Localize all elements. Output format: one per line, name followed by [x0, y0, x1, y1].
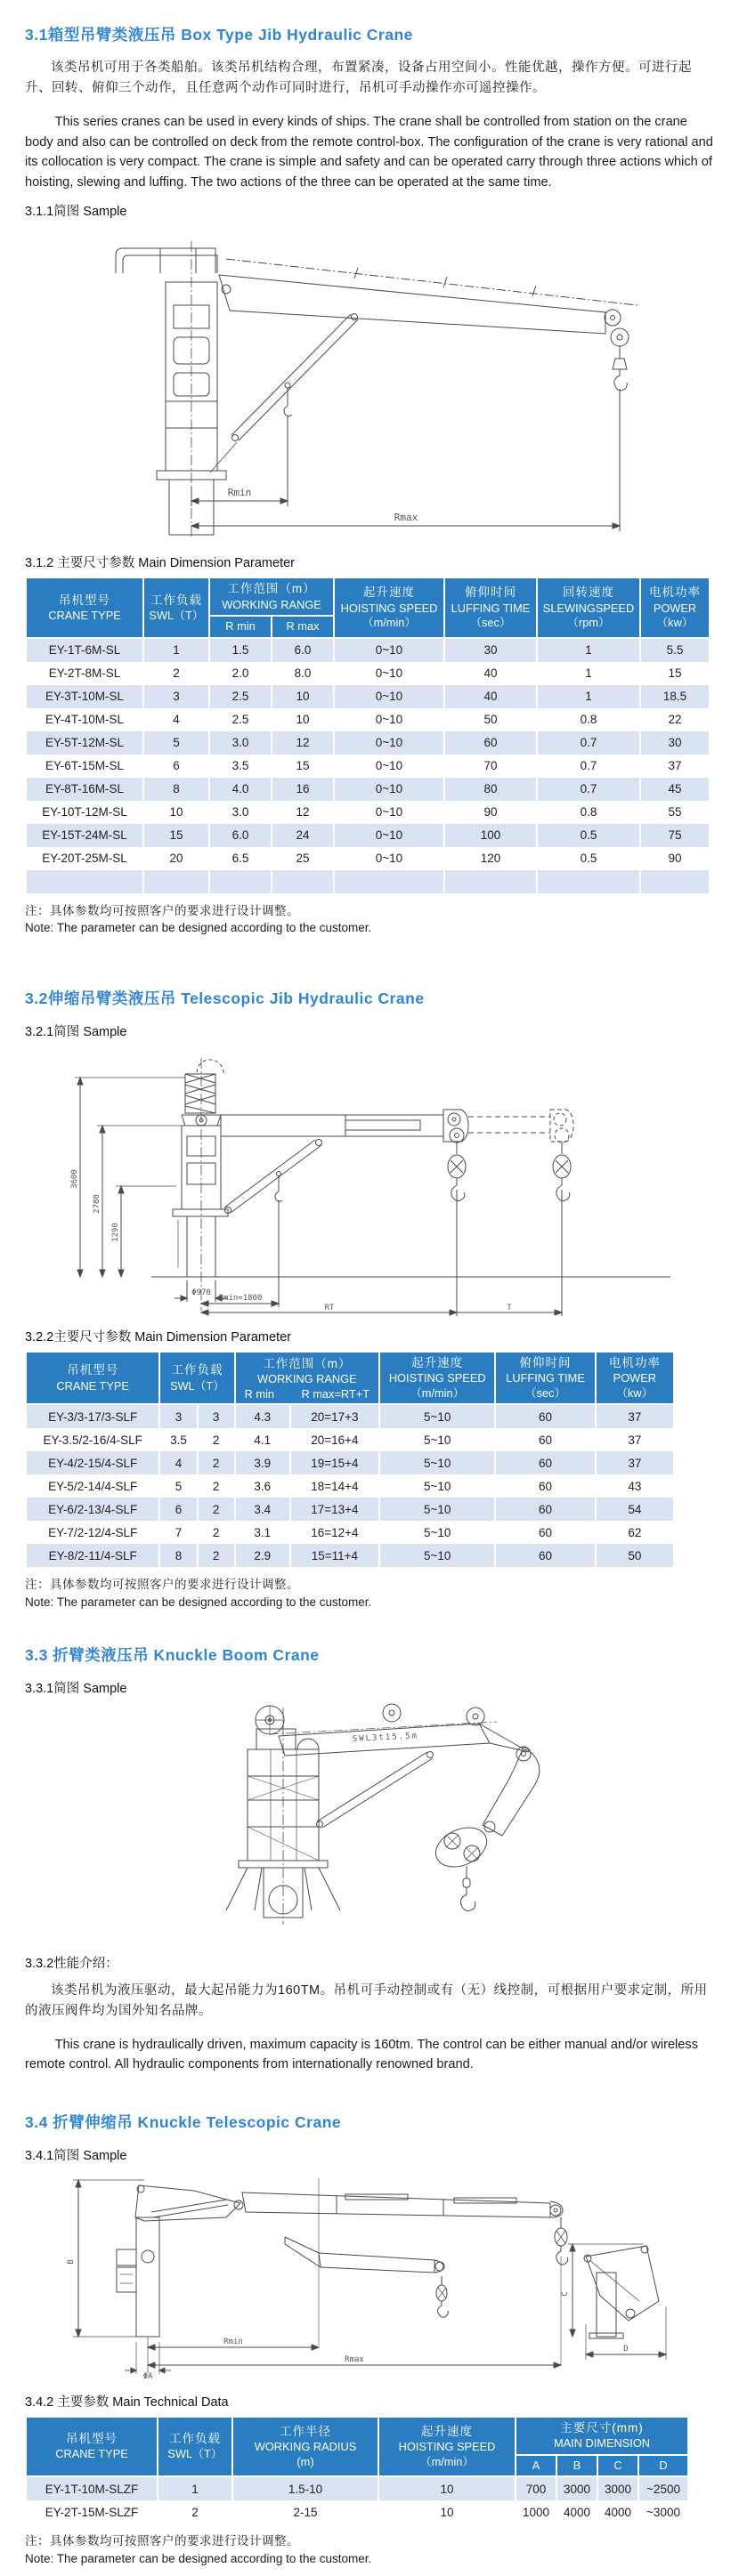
table-cell: 2 — [198, 1521, 235, 1544]
table-cell: EY-7/2-12/4-SLF — [26, 1521, 159, 1544]
inner-arm — [135, 2185, 240, 2221]
table-cell: 30 — [640, 731, 710, 755]
col-header-slewing-speed: 回转速度 SLEWINGSPEED （rpm） — [537, 577, 640, 637]
table-cell: 6.5 — [209, 847, 272, 870]
col-header-swl: 工作负载 SWL（T） — [143, 577, 209, 637]
table-row — [26, 1544, 674, 1567]
dimension-label: T — [507, 1304, 512, 1312]
rmax-dimension — [191, 523, 620, 529]
col-header-working-range: 工作范围（m） WORKING RANGE — [209, 577, 334, 616]
section-3-3-paragraph-en: This crane is hydraulically driven, maximum capacity is 160tm. The control can be either manual and/or wireless remote control. All hydraulic components from internationally renowned brand. — [25, 2037, 699, 2072]
section-3-2-1-sample-label: 3.2.1简图 Sample — [25, 1025, 127, 1039]
table-cell: 60 — [495, 1404, 595, 1428]
table-cell: EY-2T-15M-SLZF — [26, 2500, 158, 2524]
table-cell: 1 — [158, 2476, 232, 2500]
section-3-1-paragraph-cn: 该类吊机可用于各类船舶。该类吊机结构合理，布置紧凑，设备占用空间小。性能优越，操作方便。可进行起升、回转、俯仰三个动作，且任意两个动作可同时进行，吊机可手动操作亦可遥控操作。 — [25, 61, 692, 96]
table-row — [26, 731, 710, 755]
table-cell: 4.3 — [235, 1404, 290, 1428]
col-header-hoisting-speed: 起升速度 HOISTING SPEED （m/min） — [378, 2417, 516, 2476]
dimension-label: RT — [324, 1304, 335, 1312]
table-cell: 2 — [198, 1474, 235, 1498]
dimension-label: 1290 — [111, 1223, 120, 1242]
table-cell: 1 — [143, 638, 209, 662]
table-cell: 80 — [444, 778, 537, 801]
section-3-4-1-sample-label: 3.4.1简图 Sample — [25, 2148, 127, 2163]
main-dimension-parameter-table-3-2 — [25, 1351, 675, 1567]
table-body — [26, 638, 710, 893]
table-cell: 1000 — [516, 2500, 556, 2524]
table-cell: 5~10 — [379, 1498, 495, 1521]
dimension-label: Rmin≈1800 — [218, 1294, 263, 1303]
table-cell: 2.0 — [209, 662, 272, 685]
table-cell: 1 — [537, 638, 640, 662]
table-cell: 60 — [495, 1428, 595, 1451]
col-header-power: 电机功率 POWER （kw） — [640, 577, 710, 637]
table-cell: 0~10 — [334, 708, 444, 731]
col-header-working-radius: 工作半径 WORKING RADIUS (m) — [232, 2417, 378, 2476]
table-cell: 55 — [640, 801, 710, 824]
table-cell: 3000 — [597, 2476, 638, 2500]
table-cell: 120 — [444, 847, 537, 870]
table-row — [26, 685, 710, 708]
hook-icon — [613, 359, 627, 369]
table-cell: 0~10 — [334, 638, 444, 662]
note-cn: 注：具体参数均可按照客户的要求进行设计调整。 — [25, 1578, 299, 1592]
table-row — [26, 1498, 674, 1521]
note-cn: 注：具体参数均可按照客户的要求进行设计调整。 — [25, 903, 299, 917]
table-cell: 2 — [143, 662, 209, 685]
table-cell: 18=14+4 — [290, 1474, 379, 1498]
table-cell: 2 — [198, 1428, 235, 1451]
table-cell: 40 — [444, 685, 537, 708]
table-cell: 60 — [495, 1544, 595, 1567]
table-body — [26, 2476, 688, 2524]
dimension-label: 3600 — [70, 1169, 79, 1189]
table-cell: 3.0 — [209, 731, 272, 755]
dimension-label: B — [67, 2259, 76, 2265]
box-jib-crane-diagram — [61, 223, 684, 544]
table-cell: EY-20T-25M-SL — [26, 847, 143, 870]
table-row — [26, 2500, 688, 2524]
hook-icon — [556, 2246, 568, 2265]
section-3-3-paragraph-cn: 该类吊机为液压驱动，最大起吊能力为160TM。吊机可手动控制或有（无）线控制，可根据用户要求定制，所用的液压阀件均为国外知名品牌。 — [25, 1982, 708, 2019]
table-cell: 5 — [143, 731, 209, 755]
table-cell: 37 — [596, 1451, 674, 1474]
col-header-hoisting-speed: 起升速度 HOISTING SPEED （m/min） — [379, 1352, 495, 1404]
table-cell: 4.1 — [235, 1428, 290, 1451]
table-cell: 10 — [272, 685, 334, 708]
table-cell: 2-15 — [232, 2500, 378, 2524]
table-cell: EY-5T-12M-SL — [26, 731, 143, 755]
table-cell: 2 — [158, 2500, 232, 2524]
base-flange — [173, 1209, 228, 1216]
table-row — [26, 638, 710, 662]
table-cell: 15 — [272, 755, 334, 778]
table-cell: 30 — [444, 638, 537, 662]
table-cell: 3.6 — [235, 1474, 290, 1498]
table-cell: 3000 — [556, 2476, 597, 2500]
table-cell: 5~10 — [379, 1451, 495, 1474]
table-cell: 2 — [198, 1498, 235, 1521]
table-cell: EY-5/2-14/4-SLF — [26, 1474, 159, 1498]
folded-config — [584, 2246, 659, 2338]
sheave-block — [429, 1820, 492, 1874]
knuckle-boom-crane-diagram — [78, 1700, 702, 1939]
col-header-dim-c: C — [597, 2455, 638, 2477]
table-cell: 2 — [198, 1544, 235, 1567]
table-cell: 40 — [444, 662, 537, 685]
hook-icon — [460, 1887, 475, 1911]
table-cell: 3.5 — [209, 755, 272, 778]
table-cell: 16 — [272, 778, 334, 801]
note-en: Note: The parameter can be designed according to the customer. — [25, 1595, 372, 1610]
table-cell: 90 — [444, 801, 537, 824]
table-cell: 100 — [444, 824, 537, 847]
table-cell: 60 — [495, 1451, 595, 1474]
table-body — [26, 1404, 674, 1567]
col-header-working-range: 工作范围（m） WORKING RANGE R min R max=RT+T — [235, 1352, 379, 1404]
table-cell: 12 — [272, 801, 334, 824]
table-cell: EY-3/3-17/3-SLF — [26, 1404, 159, 1428]
table-cell: 25 — [272, 847, 334, 870]
table-cell: 3 — [198, 1404, 235, 1428]
table-cell: 4000 — [597, 2500, 638, 2524]
table-cell: 62 — [596, 1521, 674, 1544]
table-cell: 37 — [596, 1428, 674, 1451]
telescopic-boom — [242, 2192, 550, 2217]
table-row — [26, 1404, 674, 1428]
table-cell: 37 — [596, 1404, 674, 1428]
table-cell: 54 — [596, 1498, 674, 1521]
table-cell: EY-15T-24M-SL — [26, 824, 143, 847]
section-3-1-title: 3.1箱型吊臂类液压吊 Box Type Jib Hydraulic Crane — [25, 26, 413, 44]
table-cell: 50 — [444, 708, 537, 731]
dimension-label: C — [561, 2291, 570, 2297]
dimension-label: Rmax — [345, 2354, 364, 2364]
col-header-swl: 工作负载 SWL（T） — [158, 2417, 232, 2476]
table-row — [26, 708, 710, 731]
col-header-dim-a: A — [516, 2455, 556, 2477]
table-cell: 60 — [495, 1474, 595, 1498]
table-cell: 3.0 — [209, 801, 272, 824]
table-row — [26, 824, 710, 847]
table-cell: 37 — [640, 755, 710, 778]
table-cell: 3.9 — [235, 1451, 290, 1474]
table-row — [26, 870, 710, 893]
table-cell: 0~10 — [334, 755, 444, 778]
table-cell: 16=12+4 — [290, 1521, 379, 1544]
telescopic-jib-crane-diagram — [52, 1044, 675, 1318]
table-cell: EY-3T-10M-SL — [26, 685, 143, 708]
hook-icon — [451, 1178, 465, 1201]
col-header-hoisting-speed: 起升速度 HOISTING SPEED （m/min） — [334, 577, 444, 637]
dimension-label: 2780 — [93, 1194, 102, 1214]
table-cell — [209, 870, 272, 893]
boom-swl-mark: SWL3t15.5m — [352, 1731, 419, 1744]
mid-boom — [319, 2253, 434, 2273]
dimension-label: Rmax — [394, 512, 418, 524]
col-header-luffing-time: 俯仰时间 LUFFING TIME （sec） — [495, 1352, 595, 1404]
table-cell: 3.4 — [235, 1498, 290, 1521]
table-cell: 24 — [272, 824, 334, 847]
table-row — [26, 1428, 674, 1451]
table-cell: 18.5 — [640, 685, 710, 708]
table-cell: 0.5 — [537, 847, 640, 870]
table-cell: 700 — [516, 2476, 556, 2500]
table-row — [26, 778, 710, 801]
table-cell: 90 — [640, 847, 710, 870]
table-cell: 0~10 — [334, 662, 444, 685]
table-cell: 10 — [272, 708, 334, 731]
section-3-4-title: 3.4 折臂伸缩吊 Knuckle Telescopic Crane — [25, 2112, 342, 2131]
table-cell: 15=11+4 — [290, 1544, 379, 1567]
table-cell — [272, 870, 334, 893]
col-header-luffing-time: 俯仰时间 LUFFING TIME （sec） — [444, 577, 537, 637]
table-cell: 6.0 — [209, 824, 272, 847]
table-cell: 8.0 — [272, 662, 334, 685]
table-cell: 20 — [143, 847, 209, 870]
table-cell: EY-3.5/2-16/4-SLF — [26, 1428, 159, 1451]
dimension-label: D — [623, 2344, 629, 2354]
table-cell: 5~10 — [379, 1474, 495, 1498]
table-cell: 70 — [444, 755, 537, 778]
dimension-label: Rmin — [227, 487, 252, 499]
section-3-1-2-table-label: 3.1.2 主要尺寸参数 Main Dimension Parameter — [25, 556, 295, 571]
table-cell: 6.0 — [272, 638, 334, 662]
section-3-1-paragraph-en: This series cranes can be used in every kinds of ships. The crane shall be controlled from station on the crane body and also can be controlled on deck from the remote control-box. The configuration of the crane is very rational and its collocation is very compact. The crane is simple and safety and can be operated carry through three actions which of hoisting, slewing and luffing. The two actions of the three can be operated at the same time. — [25, 114, 713, 190]
luffing-cylinder — [231, 314, 351, 435]
table-cell: 10 — [378, 2500, 516, 2524]
min-radius-hook-icon — [285, 383, 290, 388]
table-cell: 4 — [143, 708, 209, 731]
table-cell: EY-1T-10M-SLZF — [26, 2476, 158, 2500]
table-row — [26, 1474, 674, 1498]
table-cell: 15 — [143, 824, 209, 847]
col-header-rmax: R max — [272, 616, 334, 638]
sheave — [605, 310, 621, 326]
note-en: Note: The parameter can be designed according to the customer. — [25, 2551, 372, 2565]
table-cell: 15 — [640, 662, 710, 685]
min-radius-hook-icon — [277, 1172, 281, 1176]
crane-boom — [219, 275, 605, 334]
table-cell: 0.7 — [537, 778, 640, 801]
table-cell: 5~10 — [379, 1544, 495, 1567]
table-cell: EY-4/2-15/4-SLF — [26, 1451, 159, 1474]
table-cell: 0~10 — [334, 778, 444, 801]
jib-arm — [483, 1747, 540, 1836]
col-header-main-dimension: 主要尺寸(mm) MAIN DIMENSION — [516, 2417, 688, 2455]
table-cell: 4 — [159, 1451, 197, 1474]
table-cell — [537, 870, 640, 893]
table-cell: 60 — [444, 731, 537, 755]
table-cell: 8 — [143, 778, 209, 801]
table-cell: 6 — [159, 1498, 197, 1521]
section-3-4-2-table-label: 3.4.2 主要参数 Main Technical Data — [25, 2394, 229, 2410]
table-cell: 0.7 — [537, 731, 640, 755]
table-cell: 1 — [537, 662, 640, 685]
railing — [116, 248, 215, 273]
table-row — [26, 755, 710, 778]
table-cell: 20=17+3 — [290, 1404, 379, 1428]
col-header-crane-type: 吊机型号 CRANE TYPE — [26, 577, 143, 637]
main-technical-data-table-3-4 — [25, 2416, 689, 2524]
table-cell: ~2500 — [638, 2476, 688, 2500]
section-3-2-2-table-label: 3.2.2主要尺寸参数 Main Dimension Parameter — [25, 1330, 291, 1345]
table-cell: 2.9 — [235, 1544, 290, 1567]
table-cell: 10 — [378, 2476, 516, 2500]
knuckle-telescopic-crane-diagram — [52, 2168, 711, 2379]
table-cell: 12 — [272, 731, 334, 755]
table-cell: 17=13+4 — [290, 1498, 379, 1521]
col-header-dim-d: D — [638, 2455, 688, 2477]
table-row — [26, 847, 710, 870]
table-cell: 4.0 — [209, 778, 272, 801]
table-cell: 3 — [143, 685, 209, 708]
table-cell: 43 — [596, 1474, 674, 1498]
table-row — [26, 801, 710, 824]
table-cell: 7 — [159, 1521, 197, 1544]
col-header-dim-b: B — [556, 2455, 597, 2477]
table-cell: 10 — [143, 801, 209, 824]
table-cell: 0~10 — [334, 685, 444, 708]
table-cell: EY-8/2-11/4-SLF — [26, 1544, 159, 1567]
table-cell: 0~10 — [334, 801, 444, 824]
table-cell: EY-1T-6M-SL — [26, 638, 143, 662]
table-row — [26, 1451, 674, 1474]
table-cell: 8 — [159, 1544, 197, 1567]
table-cell: EY-2T-8M-SL — [26, 662, 143, 685]
table-cell: 1.5-10 — [232, 2476, 378, 2500]
section-3-2-title: 3.2伸缩吊臂类液压吊 Telescopic Jib Hydraulic Crane — [25, 989, 425, 1007]
table-cell: 2.5 — [209, 685, 272, 708]
table-cell: 5~10 — [379, 1521, 495, 1544]
section-3-3-1-sample-label: 3.3.1简图 Sample — [25, 1681, 127, 1696]
table-cell: 0~10 — [334, 824, 444, 847]
table-cell: 2 — [198, 1451, 235, 1474]
table-cell: 0.7 — [537, 755, 640, 778]
table-cell: EY-6T-15M-SL — [26, 755, 143, 778]
dimension-label: Rmin — [223, 2337, 243, 2346]
table-cell — [640, 870, 710, 893]
col-header-crane-type: 吊机型号 CRANE TYPE — [26, 1352, 159, 1404]
table-cell: 19=15+4 — [290, 1451, 379, 1474]
table-cell: 1 — [537, 685, 640, 708]
section-3-3-2-perf-label: 3.3.2性能介绍： — [25, 1956, 118, 1971]
table-cell: 5 — [159, 1474, 197, 1498]
table-cell: EY-10T-12M-SL — [26, 801, 143, 824]
table-row — [26, 1521, 674, 1544]
table-row — [26, 2476, 688, 2500]
section-3-1-1-sample-label: 3.1.1简图 Sample — [25, 205, 127, 220]
table-cell: 0~10 — [334, 731, 444, 755]
main-dimension-parameter-table-3-1 — [25, 577, 711, 892]
table-cell: 5~10 — [379, 1428, 495, 1451]
table-cell — [143, 870, 209, 893]
section-3-3-title: 3.3 折臂类液压吊 Knuckle Boom Crane — [25, 1645, 320, 1664]
table-cell: 5.5 — [640, 638, 710, 662]
table-cell: 1.5 — [209, 638, 272, 662]
col-header-swl: 工作负载 SWL（T） — [159, 1352, 234, 1404]
table-cell: 0.8 — [537, 801, 640, 824]
table-cell: 6 — [143, 755, 209, 778]
crane-pillar — [136, 2217, 159, 2337]
table-cell: 3.1 — [235, 1521, 290, 1544]
table-cell: 3.5 — [159, 1428, 197, 1451]
dimension-label: ΦA — [142, 2371, 153, 2379]
table-cell: EY-4T-10M-SL — [26, 708, 143, 731]
table-cell: 50 — [596, 1544, 674, 1567]
table-cell: 60 — [495, 1498, 595, 1521]
table-cell: EY-6/2-13/4-SLF — [26, 1498, 159, 1521]
table-cell: 3 — [159, 1404, 197, 1428]
table-cell — [444, 870, 537, 893]
table-cell: 75 — [640, 824, 710, 847]
table-cell: 0~10 — [334, 847, 444, 870]
table-row — [26, 662, 710, 685]
table-cell: ~3000 — [638, 2500, 688, 2524]
table-cell: 0.5 — [537, 824, 640, 847]
note-cn: 注：具体参数均可按照客户的要求进行设计调整。 — [25, 2534, 299, 2548]
dimension-label: Φ970 — [191, 1288, 211, 1297]
table-cell: 4000 — [556, 2500, 597, 2524]
telescopic-boom — [221, 1115, 443, 1136]
note-en: Note: The parameter can be designed according to the customer. — [25, 921, 372, 935]
col-header-power: 电机功率 POWER （kw） — [596, 1352, 674, 1404]
col-header-crane-type: 吊机型号 CRANE TYPE — [26, 2417, 158, 2476]
table-cell: 22 — [640, 708, 710, 731]
table-cell — [334, 870, 444, 893]
table-cell: 5~10 — [379, 1404, 495, 1428]
table-cell: 60 — [495, 1521, 595, 1544]
col-header-rmin: R min — [209, 616, 272, 638]
table-cell — [26, 870, 143, 893]
rmin-dimension — [191, 498, 288, 504]
table-cell: 45 — [640, 778, 710, 801]
table-cell: 20=16+4 — [290, 1428, 379, 1451]
table-cell: EY-8T-16M-SL — [26, 778, 143, 801]
table-cell: 2.5 — [209, 708, 272, 731]
table-cell: 0.8 — [537, 708, 640, 731]
